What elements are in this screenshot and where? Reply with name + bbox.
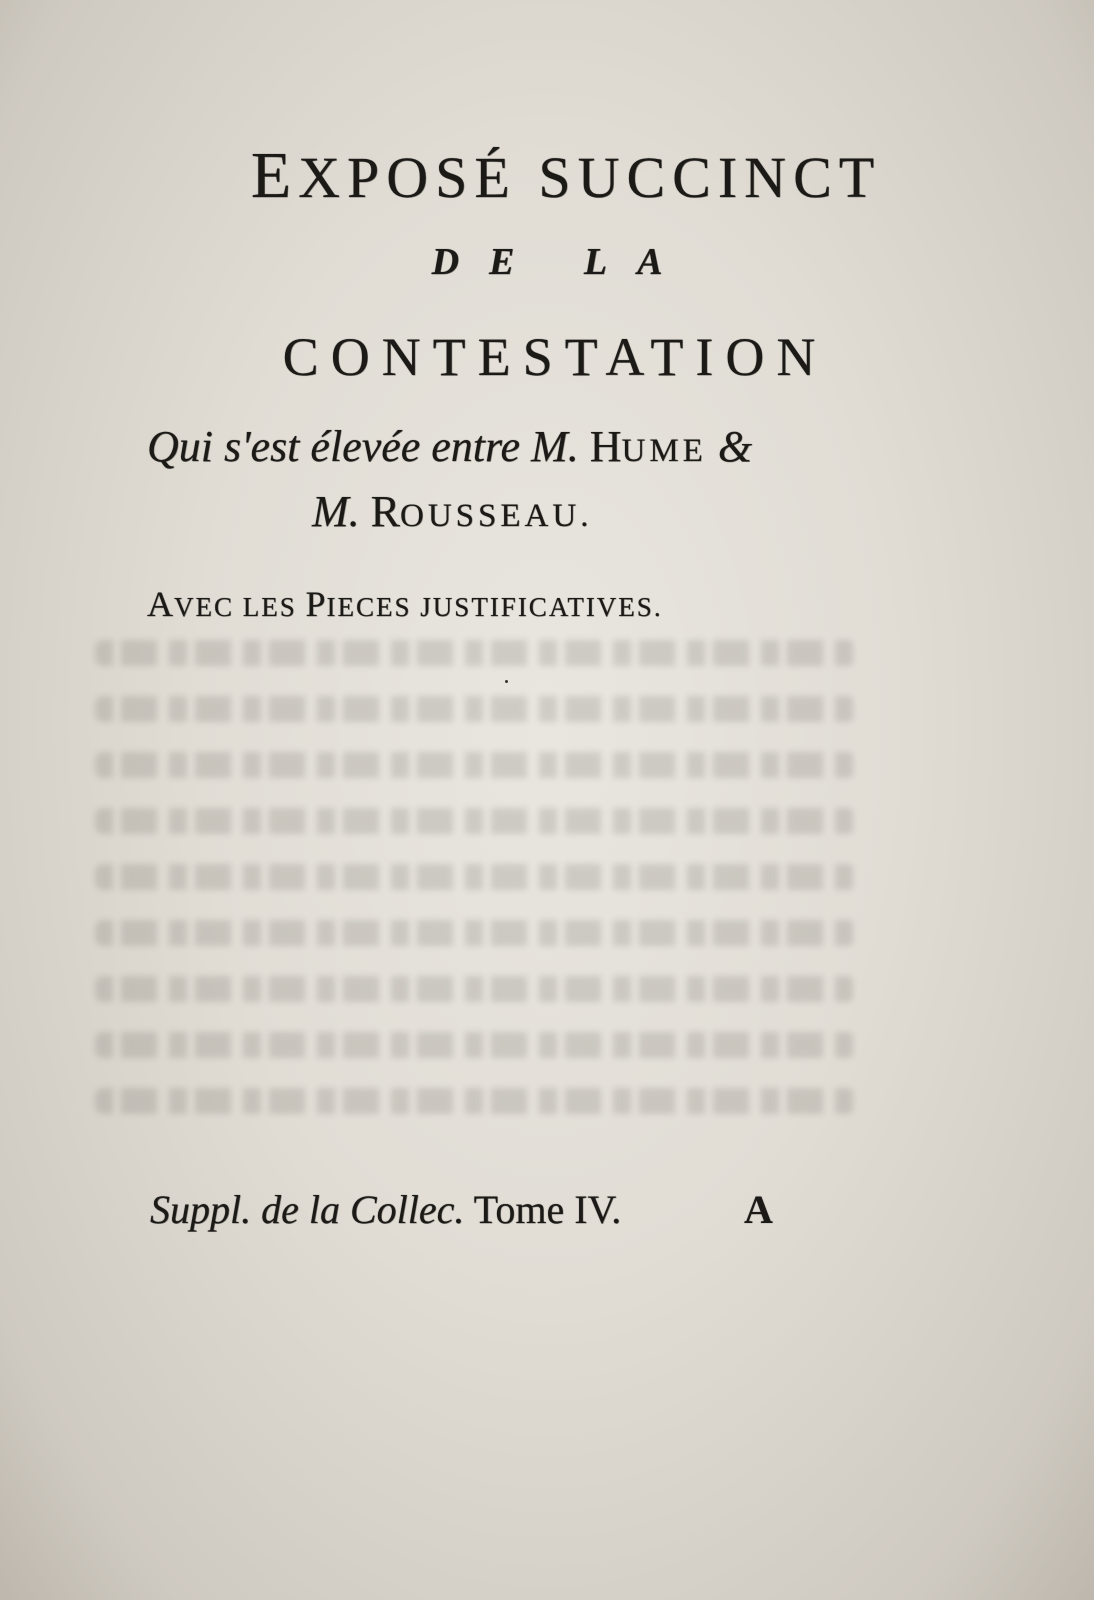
pieces-rest: IECES JUSTIFICATIVES. — [326, 592, 663, 622]
footer-collection-note — [150, 1186, 621, 1233]
title-line-de-la: DE LA — [431, 241, 693, 283]
signature-mark: A — [744, 1187, 773, 1232]
avec-rest: VEC LES — [174, 592, 306, 622]
title-rest: XPOSÉ SUCCINCT — [298, 145, 882, 210]
rousseau-prefix: M. — [312, 487, 360, 536]
hume-rest: UME — [621, 433, 707, 469]
title-initial: E — [250, 139, 299, 212]
footer-tome: Tome IV. — [464, 1187, 622, 1232]
ampersand: & — [706, 422, 753, 471]
hume-initial: H — [578, 422, 622, 471]
avec-initial: A — [147, 584, 174, 624]
subtitle-line-rousseau — [312, 486, 592, 537]
title-line-expose-succinct — [0, 138, 1094, 214]
pieces-justificatives-line — [147, 583, 663, 625]
rousseau-initial: R — [359, 487, 401, 536]
footer-italic: Suppl. de la Collec. — [150, 1187, 465, 1232]
show-through-text — [95, 640, 855, 1160]
subtitle-line-hume — [147, 421, 752, 472]
rousseau-rest: OUSSEAU. — [400, 498, 593, 534]
pieces-initial: P — [305, 584, 327, 624]
ink-speck — [505, 680, 508, 683]
subtitle-italic: Qui s'est élevée entre M. — [147, 422, 579, 471]
title-line-contestation: CONTESTATION — [282, 327, 828, 387]
